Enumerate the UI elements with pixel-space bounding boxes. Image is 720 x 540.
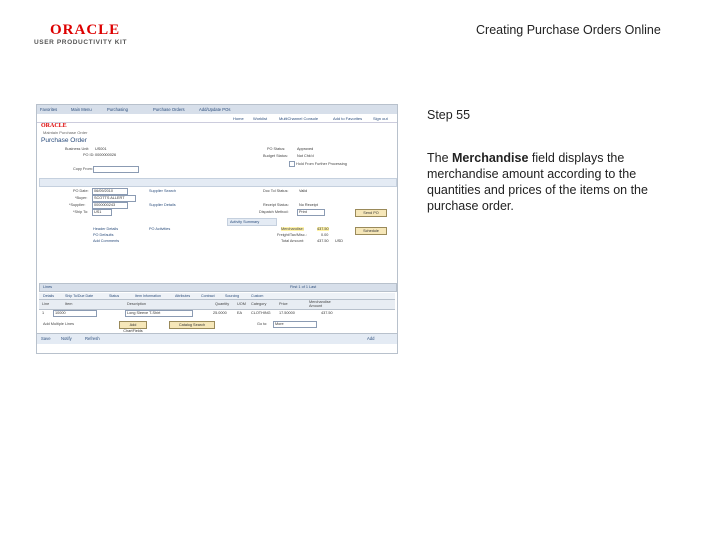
send-po-button[interactable]: Send PO [355,209,387,217]
col-price: Price [279,302,288,306]
nav-link-home[interactable]: Home [233,116,244,121]
freight-label: Freight/Tax/Misc.: [277,233,307,237]
cell-item: 10000 [55,311,66,315]
cell-line: 1 [42,311,45,315]
breadcrumb [37,105,397,114]
bottom-toolbar [37,333,397,344]
add-lines-label: Add Multiple Lines [43,322,75,326]
desc-bold: Merchandise [452,151,529,165]
tab-ship-to[interactable]: Ship To/Due Date [65,294,94,298]
breadcrumb-item[interactable]: Add/Update POs [199,107,231,112]
shipto-value: US1 [94,210,102,214]
oracle-logo [34,22,159,50]
page-band [37,130,397,135]
logo-subtitle: USER PRODUCTIVITY KIT [34,39,128,46]
supplier-value: 0000000243 [94,203,116,207]
shipto-label: *Ship To: [73,210,89,214]
notify-button[interactable]: Notify [61,336,72,341]
go-to-value: More [275,322,284,326]
nav-link-worklist[interactable]: Worklist [253,116,268,121]
activity-summary-section [227,218,277,226]
cell-price: 17.50000 [279,311,295,315]
copy-from-label: Copy From: [73,167,93,171]
tab-contract[interactable]: Contract [201,294,215,298]
buyer-value: SCOTTS ALLERT [94,196,125,200]
lines-grid-header [39,283,397,292]
tab-details[interactable]: Details [43,294,54,298]
schedule-button[interactable]: Schedule [355,227,387,235]
tab-sourcing[interactable]: Sourcing [225,294,240,298]
hold-label: Hold From Further Processing [296,162,347,166]
merchandise-label: Merchandise: [281,227,304,231]
refresh-button[interactable]: Refresh [85,336,100,341]
po-activities-link[interactable]: PO Activities [149,227,171,231]
po-status-value: Approved [297,147,314,151]
col-uom: UOM [237,302,246,306]
col-description: Description [127,302,146,306]
doc-tol-label: Doc Tol Status: [263,189,289,193]
merchandise-value: 437.50 [317,227,329,231]
catalog-search-button[interactable]: Catalog Search [169,321,215,329]
go-to-label: Go to: [257,322,268,326]
col-merchandise-amount: Merchandise Amount [309,300,331,308]
header-section [39,178,397,187]
table-row [39,310,395,317]
app-logo: ORACLE [41,123,67,129]
breadcrumb-item[interactable]: Purchase Orders [153,107,185,112]
cell-category: CLOTHING [251,311,271,315]
tab-custom[interactable]: Custom [251,294,264,298]
top-nav [37,114,397,123]
copy-from-select[interactable] [93,166,139,173]
hold-checkbox[interactable] [289,161,295,167]
cell-merchandise: 437.50 [321,311,333,315]
buyer-label: *Buyer: [75,196,88,200]
step-number: Step 55 [427,108,471,122]
add-comments-link[interactable]: Add Comments [93,239,120,243]
po-status-label: PO Status: [267,147,286,151]
breadcrumb-item[interactable]: Favorites [40,107,58,112]
page-title: Creating Purchase Orders Online [476,23,661,37]
logo-word: ORACLE [50,22,121,38]
activity-summary-label[interactable]: Activity Summary [230,220,260,224]
tab-status[interactable]: Status [109,294,120,298]
supplier-label: *Supplier: [69,203,86,207]
budget-status-label: Budget Status: [263,154,288,158]
total-amount-value: 437.50 [317,239,329,243]
business-unit-value: US001 [95,147,107,151]
po-page-title: Purchase Order [41,137,87,144]
freight-value: 0.00 [321,233,329,237]
col-category: Category [251,302,267,306]
po-defaults-link[interactable]: PO Defaults [93,233,114,237]
step-description [427,150,689,214]
total-amount-label: Total Amount: [281,239,305,243]
breadcrumb-item[interactable]: Purchasing [107,107,128,112]
header-details-link[interactable]: Header Details [93,227,119,231]
lines-pager[interactable]: First 1 of 1 Last [290,285,317,289]
col-line: Line [42,302,50,306]
dispatch-method-value: Print [299,210,307,214]
col-item: Item [65,302,73,306]
app-screenshot [36,104,398,354]
col-quantity: Quantity [215,302,230,306]
breadcrumb-item[interactable]: Main Menu [71,107,92,112]
currency-code: USD [335,239,344,243]
nav-link-favorites[interactable]: Add to Favorites [333,116,363,121]
lines-title: Lines [43,285,53,289]
receipt-status-value: No Receipt [299,203,318,207]
tab-attributes[interactable]: Attributes [175,294,191,298]
lines-tabs [39,293,395,300]
po-date-value: 06/09/2010 [94,189,114,193]
doc-tol-value: Valid [299,189,308,193]
save-button[interactable]: Save [41,336,51,341]
po-date-label: PO Date: [73,189,89,193]
add-button[interactable]: Add [367,336,375,341]
add-chartfields-button[interactable]: Add ChartFields [119,321,147,329]
cell-description: Long Sleeve T-Shirt [127,311,161,315]
po-id-value: 0000000026 [95,153,117,157]
po-id-label: PO ID: [83,153,95,157]
desc-after: field displays the merchandise amount according to the quantities and prices of the items on the purchase order. [427,151,648,213]
cell-uom: EA [237,311,243,315]
nav-link-signout[interactable]: Sign out [373,116,388,121]
nav-link-multichannel[interactable]: MultiChannel Console [279,116,319,121]
desc-before: The [427,151,453,165]
receipt-status-label: Receipt Status: [263,203,289,207]
dispatch-method-label: Dispatch Method: [259,210,289,214]
lines-column-header [39,300,395,310]
tab-item-information[interactable]: Item Information [135,294,161,298]
supplier-details-link[interactable]: Supplier Details [149,203,176,207]
business-unit-label: Business Unit: [65,147,90,151]
supplier-search-link[interactable]: Supplier Search [149,189,177,193]
page-band-label: Maintain Purchase Order [43,130,88,135]
budget-status-value: Not Chk'd [297,154,314,158]
cell-quantity: 25.0000 [213,311,227,315]
